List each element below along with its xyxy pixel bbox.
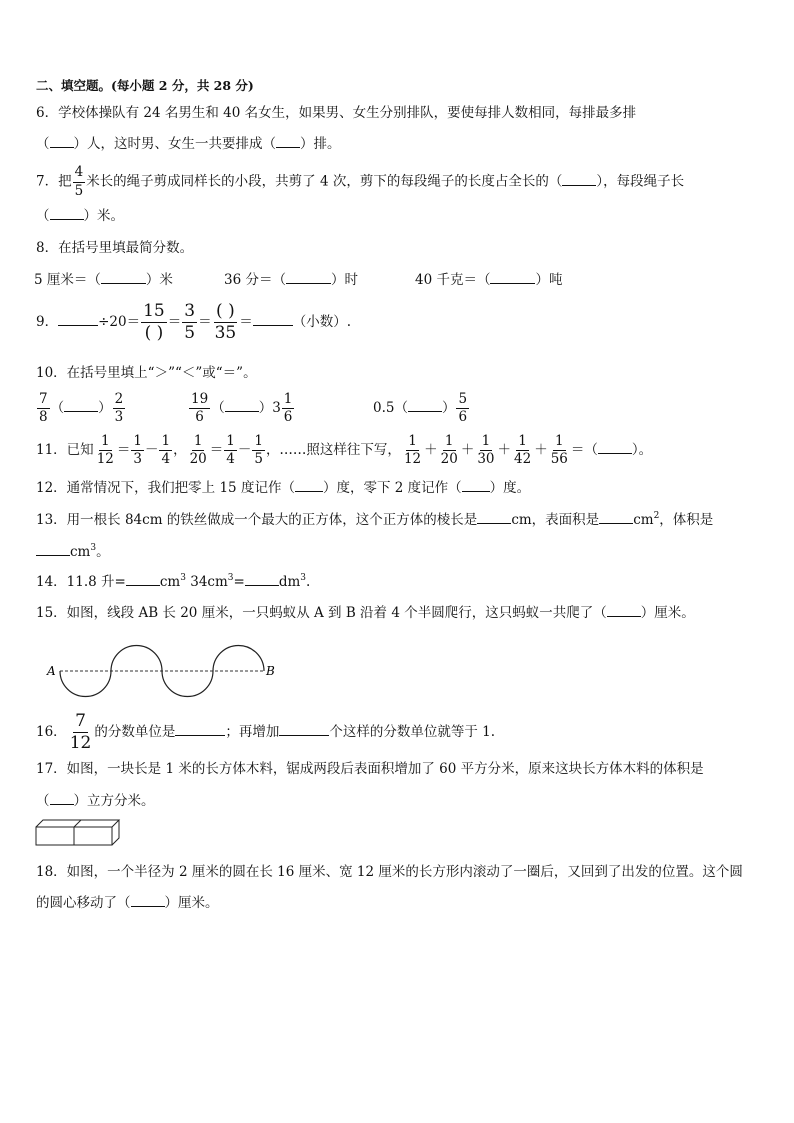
- fraction-numerator: 1: [252, 435, 265, 452]
- question-7-line-1: [36, 166, 684, 198]
- question-12: [36, 478, 530, 498]
- fraction: [182, 303, 197, 342]
- superscript: 3: [300, 573, 307, 583]
- fraction: [475, 432, 496, 467]
- q14-text: 34cm: [185, 574, 228, 590]
- fraction: [37, 390, 50, 425]
- question-17-line-1: 17．如图，一块长是 1 米的长方体木料，锯成两段后表面积增加了 60 平方分米，原来这块长方体木料的体积是: [36, 761, 704, 777]
- semicircle-4: [213, 646, 264, 671]
- fraction: [68, 713, 94, 752]
- fraction-numerator: 1: [159, 435, 172, 452]
- question-9: [36, 303, 351, 342]
- semicircle-path-figure: [44, 640, 284, 702]
- answer-blank[interactable]: [245, 573, 279, 586]
- fraction-denominator: 30: [477, 451, 495, 467]
- fraction: [141, 303, 167, 342]
- q18-text: 的圆心移动了（: [36, 895, 131, 911]
- q16-text: 个这样的分数单位就等于 1.: [329, 724, 495, 740]
- answer-blank[interactable]: [225, 399, 259, 412]
- answer-blank[interactable]: [131, 894, 165, 907]
- q7-prefix: 7．把: [36, 173, 72, 190]
- q6-text: ）排。: [300, 136, 341, 152]
- paren-open: （: [36, 793, 50, 809]
- answer-blank[interactable]: [286, 271, 331, 284]
- answer-blank[interactable]: [599, 511, 633, 524]
- q13-text: ，体积是: [659, 512, 714, 528]
- fraction-denominator: 20: [189, 451, 207, 467]
- fraction-denominator: 12: [96, 451, 114, 467]
- question-7-line-2: [36, 206, 124, 226]
- fraction-denominator: 5: [254, 451, 263, 467]
- comma: ，: [173, 442, 187, 458]
- superscript: 3: [180, 573, 186, 583]
- paren-close: ）: [98, 400, 112, 416]
- fraction-numerator: 1: [516, 435, 529, 452]
- plus: ＋: [460, 442, 475, 458]
- fraction: [95, 432, 116, 467]
- fraction: [439, 432, 460, 467]
- answer-blank[interactable]: [462, 479, 490, 492]
- question-6-line-2: [36, 134, 341, 154]
- fraction-numerator: 1: [553, 435, 566, 452]
- fraction-denominator: 4: [161, 451, 171, 467]
- superscript: 3: [90, 543, 97, 553]
- fraction-denominator: 4: [226, 451, 235, 467]
- cuboid-cut-top: [74, 820, 81, 827]
- fraction-numerator: 1: [131, 435, 144, 452]
- q16-text: ；再增加: [225, 724, 280, 740]
- fraction: [131, 432, 144, 467]
- answer-blank[interactable]: [64, 399, 98, 412]
- answer-blank[interactable]: [253, 313, 293, 326]
- fraction-denominator: 3: [133, 451, 142, 467]
- fraction: [549, 432, 570, 467]
- q18-text: ）厘米。: [164, 895, 219, 911]
- cuboid-front-right: [74, 827, 112, 845]
- fraction: [252, 432, 265, 467]
- fraction-numerator: 1: [480, 435, 493, 452]
- label-a: A: [47, 664, 56, 678]
- q9-text: ÷20＝: [98, 314, 141, 330]
- question-16: [36, 713, 495, 752]
- q16-num: 16．: [36, 724, 67, 740]
- q16-text: 的分数单位是: [94, 724, 176, 740]
- answer-blank[interactable]: [58, 313, 98, 326]
- q13-text: cm: [633, 512, 654, 528]
- fraction-numerator: 15: [143, 301, 165, 321]
- semicircle-3: [162, 671, 213, 697]
- q13-text: cm: [70, 544, 91, 560]
- question-11: [36, 431, 652, 469]
- plus: ＋: [424, 442, 438, 458]
- answer-blank[interactable]: [50, 135, 74, 148]
- question-17-line-2: [36, 791, 155, 811]
- q7-text: ），每段绳子长: [596, 173, 685, 190]
- whole-number: 3: [272, 400, 281, 416]
- fraction: [512, 432, 533, 467]
- answer-blank[interactable]: [175, 723, 225, 736]
- q13-text: cm，表面积是: [511, 512, 600, 528]
- q14-text: .: [306, 574, 311, 590]
- question-18-line-1: 18．如图，一个半径为 2 厘米的圆在长 16 厘米、宽 12 厘米的长方形内滚动了一圈后，又回到了出发的位置。这个圆: [36, 864, 743, 880]
- fraction: [113, 390, 126, 425]
- fraction-numerator: 1: [224, 435, 237, 452]
- fraction-denominator: 56: [550, 451, 568, 467]
- q11-text: ＝（: [570, 442, 598, 458]
- answer-blank[interactable]: [477, 511, 511, 524]
- fraction-denominator: 35: [214, 323, 237, 343]
- semicircle-1: [60, 671, 111, 697]
- fraction-denominator: 20: [440, 451, 458, 467]
- answer-blank[interactable]: [279, 723, 329, 736]
- fraction: [188, 432, 209, 467]
- q6-text: ）人，这时男、女生一共要排成（: [73, 136, 276, 152]
- equals: ＝: [198, 314, 212, 330]
- label-b: B: [266, 664, 275, 678]
- fraction-numerator: 1: [99, 435, 112, 452]
- minus: －: [237, 442, 252, 458]
- fraction: [73, 166, 86, 198]
- q12-text: ）度，零下 2 度记作（: [322, 480, 462, 496]
- q8-text: ）吨: [535, 272, 563, 288]
- fraction-denominator: 5: [74, 182, 84, 199]
- answer-blank[interactable]: [36, 543, 70, 556]
- fraction-denominator-blank[interactable]: ( ): [144, 323, 164, 343]
- fraction-numerator: 3: [184, 301, 196, 321]
- q8-text: 5 厘米＝（: [34, 272, 101, 288]
- equals: ＝: [116, 442, 131, 458]
- answer-blank[interactable]: [598, 441, 632, 454]
- fraction-denominator: 42: [514, 451, 532, 467]
- fraction-numerator: 5: [456, 393, 469, 410]
- cuboid-front-left: [36, 827, 74, 845]
- fraction-denominator: 12: [403, 451, 422, 467]
- fraction: [213, 303, 239, 342]
- question-13-line-2: [36, 542, 110, 562]
- q14-text: 14．11.8 升=: [36, 574, 126, 590]
- q10-compare-1: [36, 389, 126, 427]
- fraction-numerator-blank[interactable]: ( ): [216, 301, 235, 321]
- fraction: [456, 390, 469, 425]
- plus: ＋: [534, 442, 548, 458]
- fraction-numerator: 2: [113, 393, 126, 410]
- q13-text: 。: [96, 544, 110, 560]
- fraction-numerator: 4: [73, 166, 86, 183]
- paren-open: （: [36, 208, 50, 224]
- paren-open: （: [394, 400, 408, 416]
- answer-blank[interactable]: [101, 271, 146, 284]
- q10-compare-2: [188, 389, 295, 427]
- decimal-value: 0.5: [373, 400, 395, 416]
- q17-text: ）立方分米。: [73, 793, 155, 809]
- paren-open: （: [211, 400, 225, 416]
- fraction-numerator: 19: [189, 393, 210, 410]
- question-8-item-2: [224, 270, 358, 290]
- fraction-denominator: 6: [458, 409, 468, 425]
- answer-blank[interactable]: [490, 271, 535, 284]
- equals: ＝: [167, 314, 182, 330]
- q11-text: ，……照这样往下写，: [265, 442, 401, 458]
- question-10-title: 10．在括号里填上“＞”“＜”或“＝”。: [36, 365, 257, 381]
- fraction-denominator: 3: [114, 409, 124, 425]
- fraction: [282, 390, 295, 425]
- question-14: [36, 572, 310, 592]
- fraction-numerator: 1: [192, 435, 205, 452]
- answer-blank[interactable]: [408, 399, 442, 412]
- fraction-numerator: 7: [37, 393, 50, 410]
- answer-blank[interactable]: [295, 479, 323, 492]
- fraction: [402, 432, 423, 467]
- question-6-line-1: 6．学校体操队有 24 名男生和 40 名女生，如果男、女生分别排队，要使每排人数相同，每排最多排: [36, 105, 637, 121]
- fraction: [224, 432, 237, 467]
- cuboid-figure: [34, 818, 124, 848]
- fraction: [189, 390, 210, 425]
- q10-compare-3: [373, 389, 470, 427]
- paren-close: ）: [258, 400, 273, 416]
- question-8-title: 8．在括号里填最简分数。: [36, 240, 194, 256]
- answer-blank[interactable]: [607, 604, 641, 617]
- paren-open: （: [36, 136, 50, 152]
- q14-text: cm: [159, 574, 181, 590]
- question-15: [36, 603, 695, 623]
- q15-text: 15．如图，线段 AB 长 20 厘米，一只蚂蚁从 A 到 B 沿着 4 个半圆爬行，这只蚂蚁一共爬了（: [36, 605, 607, 621]
- q9-num: 9．: [36, 314, 59, 330]
- answer-blank[interactable]: [126, 573, 160, 586]
- fraction-denominator: 6: [195, 409, 204, 425]
- semicircle-2: [111, 646, 162, 671]
- fraction-denominator: 12: [69, 733, 92, 753]
- paren-close: ）: [441, 400, 456, 416]
- q12-text: 12．通常情况下，我们把零上 15 度记作（: [36, 480, 295, 496]
- question-8-item-3: [415, 270, 562, 290]
- q14-text: dm: [278, 574, 301, 590]
- q12-text: ）度。: [489, 480, 531, 496]
- superscript: 2: [653, 511, 660, 521]
- fraction-numerator: 7: [75, 711, 86, 731]
- plus: ＋: [497, 442, 511, 458]
- fraction-denominator: 8: [39, 409, 48, 425]
- q13-text: 13．用一根长 84cm 的铁丝做成一个最大的正方体，这个正方体的棱长是: [36, 512, 478, 528]
- q14-text: =: [233, 574, 245, 590]
- q9-tail: （小数）.: [292, 314, 351, 330]
- q8-text: ）时: [330, 272, 358, 288]
- q8-text: 36 分＝（: [224, 272, 286, 288]
- fraction-numerator: 1: [443, 435, 456, 452]
- question-13-line-1: [36, 510, 713, 530]
- q8-text: ）米: [145, 272, 173, 288]
- equals: ＝: [239, 314, 253, 330]
- q11-text: ）。: [631, 442, 653, 458]
- minus: －: [144, 442, 159, 458]
- answer-blank[interactable]: [562, 173, 596, 186]
- fraction: [159, 432, 172, 467]
- fraction-numerator: 1: [282, 393, 295, 410]
- superscript: 3: [227, 573, 234, 583]
- fraction-denominator: 5: [184, 323, 196, 343]
- q11-num: 11．已知: [36, 442, 94, 458]
- q8-text: 40 千克＝（: [415, 272, 491, 288]
- answer-blank[interactable]: [276, 135, 300, 148]
- fraction-denominator: 6: [283, 409, 293, 425]
- fraction-numerator: 1: [406, 435, 419, 452]
- q7-text: 米长的绳子剪成同样长的小段，共剪了 4 次，剪下的每段绳子的长度占全长的（: [86, 173, 563, 190]
- question-18-line-2: [36, 893, 219, 913]
- answer-blank[interactable]: [50, 792, 74, 805]
- question-8-item-1: [34, 270, 173, 290]
- q7-text: ）米。: [83, 208, 124, 224]
- section-title: 二、填空题。(每小题 2 分，共 28 分): [36, 78, 254, 93]
- equals: ＝: [209, 442, 224, 458]
- answer-blank[interactable]: [50, 207, 84, 220]
- q15-text: ）厘米。: [640, 605, 695, 621]
- paren-open: （: [50, 400, 65, 416]
